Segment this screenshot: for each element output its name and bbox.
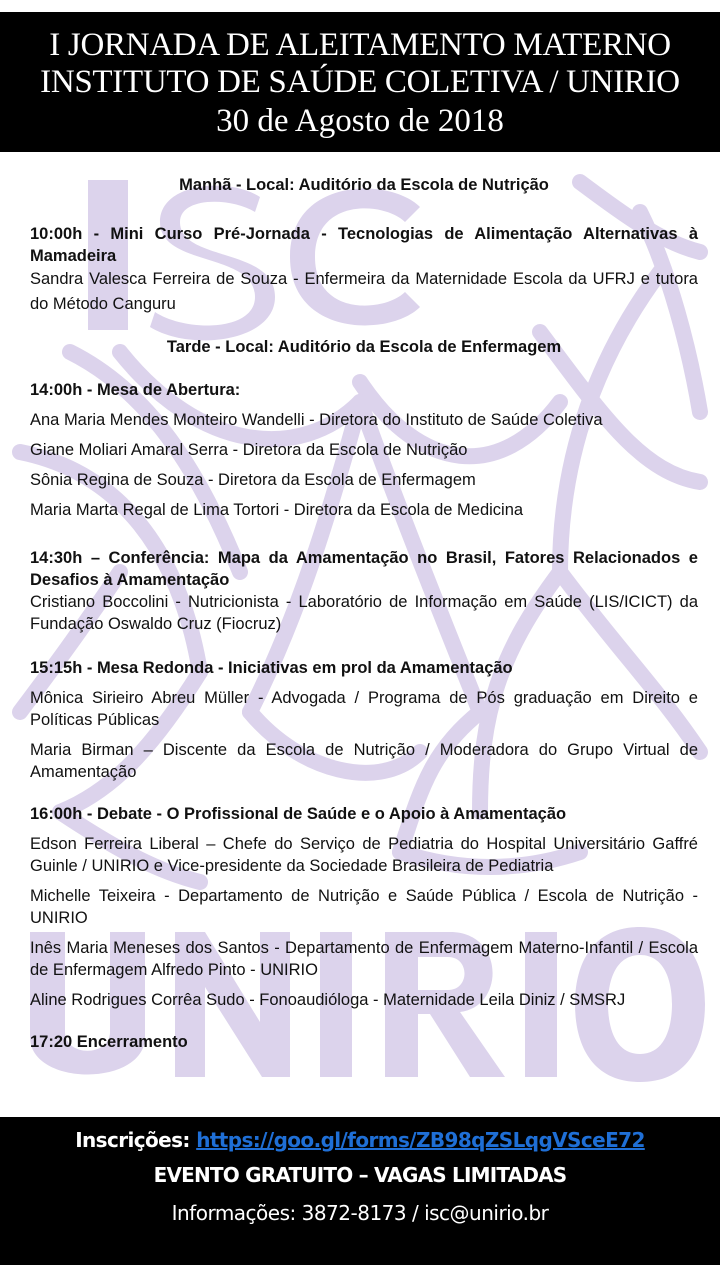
header-banner bbox=[0, 12, 720, 152]
speaker: Giane Moliari Amaral Serra - Diretora da Escola de Nutrição bbox=[30, 441, 468, 459]
speaker: Inês Maria Meneses dos Santos - Departamento de Enfermagem Materno-Infantil / Escola de Enfermagem Alfredo Pinto - UNIRIO bbox=[30, 939, 698, 979]
speaker: Cristiano Boccolini - Nutricionista - Laboratório de Informação em Saúde (LIS/ICICT) da Fundação Oswaldo Cruz (Fiocruz) bbox=[30, 593, 698, 633]
item-title: 16:00h - Debate - O Profissional de Saúde e o Apoio à Amamentação bbox=[30, 805, 567, 823]
event-date: 30 de Agosto de 2018 bbox=[216, 103, 504, 139]
program-item-debate bbox=[30, 803, 698, 1011]
speaker: Aline Rodrigues Corrêa Sudo - Fonoaudióloga - Maternidade Leila Diniz / SMSRJ bbox=[30, 991, 626, 1009]
speaker: Michelle Teixeira - Departamento de Nutrição e Saúde Pública / Escola de Nutrição - UNIRIO bbox=[30, 887, 698, 927]
program-content bbox=[30, 174, 698, 1053]
speaker: Ana Maria Mendes Monteiro Wandelli - Diretora do Instituto de Saúde Coletiva bbox=[30, 411, 603, 429]
program-item-minicurso bbox=[30, 223, 698, 317]
program-item-mesa-redonda bbox=[30, 657, 698, 783]
speaker: Sandra Valesca Ferreira de Souza - Enfermeira da Maternidade Escola da UFRJ e tutora do Método Canguru bbox=[30, 270, 698, 313]
contact-info: Informações: 3872-8173 / isc@unirio.br bbox=[171, 1201, 549, 1225]
registration-label: Inscrições: bbox=[75, 1128, 197, 1152]
speaker: Edson Ferreira Liberal – Chefe do Serviço de Pediatria do Hospital Universitário Gaffré Guinle / UNIRIO e Vice-presidente da Sociedade Brasileira de Pediatria bbox=[30, 835, 698, 875]
program-item-abertura bbox=[30, 379, 698, 521]
registration-link[interactable]: https://goo.gl/forms/ZB98qZSLqgVSceE72 bbox=[196, 1128, 645, 1152]
item-title: 15:15h - Mesa Redonda - Iniciativas em prol da Amamentação bbox=[30, 659, 513, 677]
afternoon-session-title: Tarde - Local: Auditório da Escola de Enfermagem bbox=[166, 338, 562, 356]
footer-banner bbox=[0, 1117, 720, 1265]
program-item-conferencia bbox=[30, 547, 698, 635]
item-title: 14:30h – Conferência: Mapa da Amamentação no Brasil, Fatores Relacionados e Desafios à Amamentação bbox=[30, 549, 698, 589]
speaker: Mônica Sirieiro Abreu Müller - Advogada / Programa de Pós graduação em Direito e Políticas Públicas bbox=[30, 689, 698, 729]
item-title: 10:00h - Mini Curso Pré-Jornada - Tecnologias de Alimentação Alternativas à Mamadeira bbox=[30, 225, 698, 265]
speaker: Maria Marta Regal de Lima Tortori - Diretora da Escola de Medicina bbox=[30, 501, 524, 519]
item-title: 14:00h - Mesa de Abertura: bbox=[30, 381, 241, 399]
institution-title: INSTITUTO DE SAÚDE COLETIVA / UNIRIO bbox=[40, 64, 680, 100]
registration-line bbox=[0, 1117, 720, 1155]
morning-session-title: Manhã - Local: Auditório da Escola de Nutrição bbox=[179, 176, 549, 194]
event-title: I JORNADA DE ALEITAMENTO MATERNO bbox=[49, 27, 671, 63]
speaker: Sônia Regina de Souza - Diretora da Escola de Enfermagem bbox=[30, 471, 476, 489]
closing-item: 17:20 Encerramento bbox=[30, 1033, 188, 1051]
speaker: Maria Birman – Discente da Escola de Nutrição / Moderadora do Grupo Virtual de Amamentação bbox=[30, 741, 698, 781]
free-event-notice: EVENTO GRATUITO – VAGAS LIMITADAS bbox=[153, 1163, 567, 1187]
